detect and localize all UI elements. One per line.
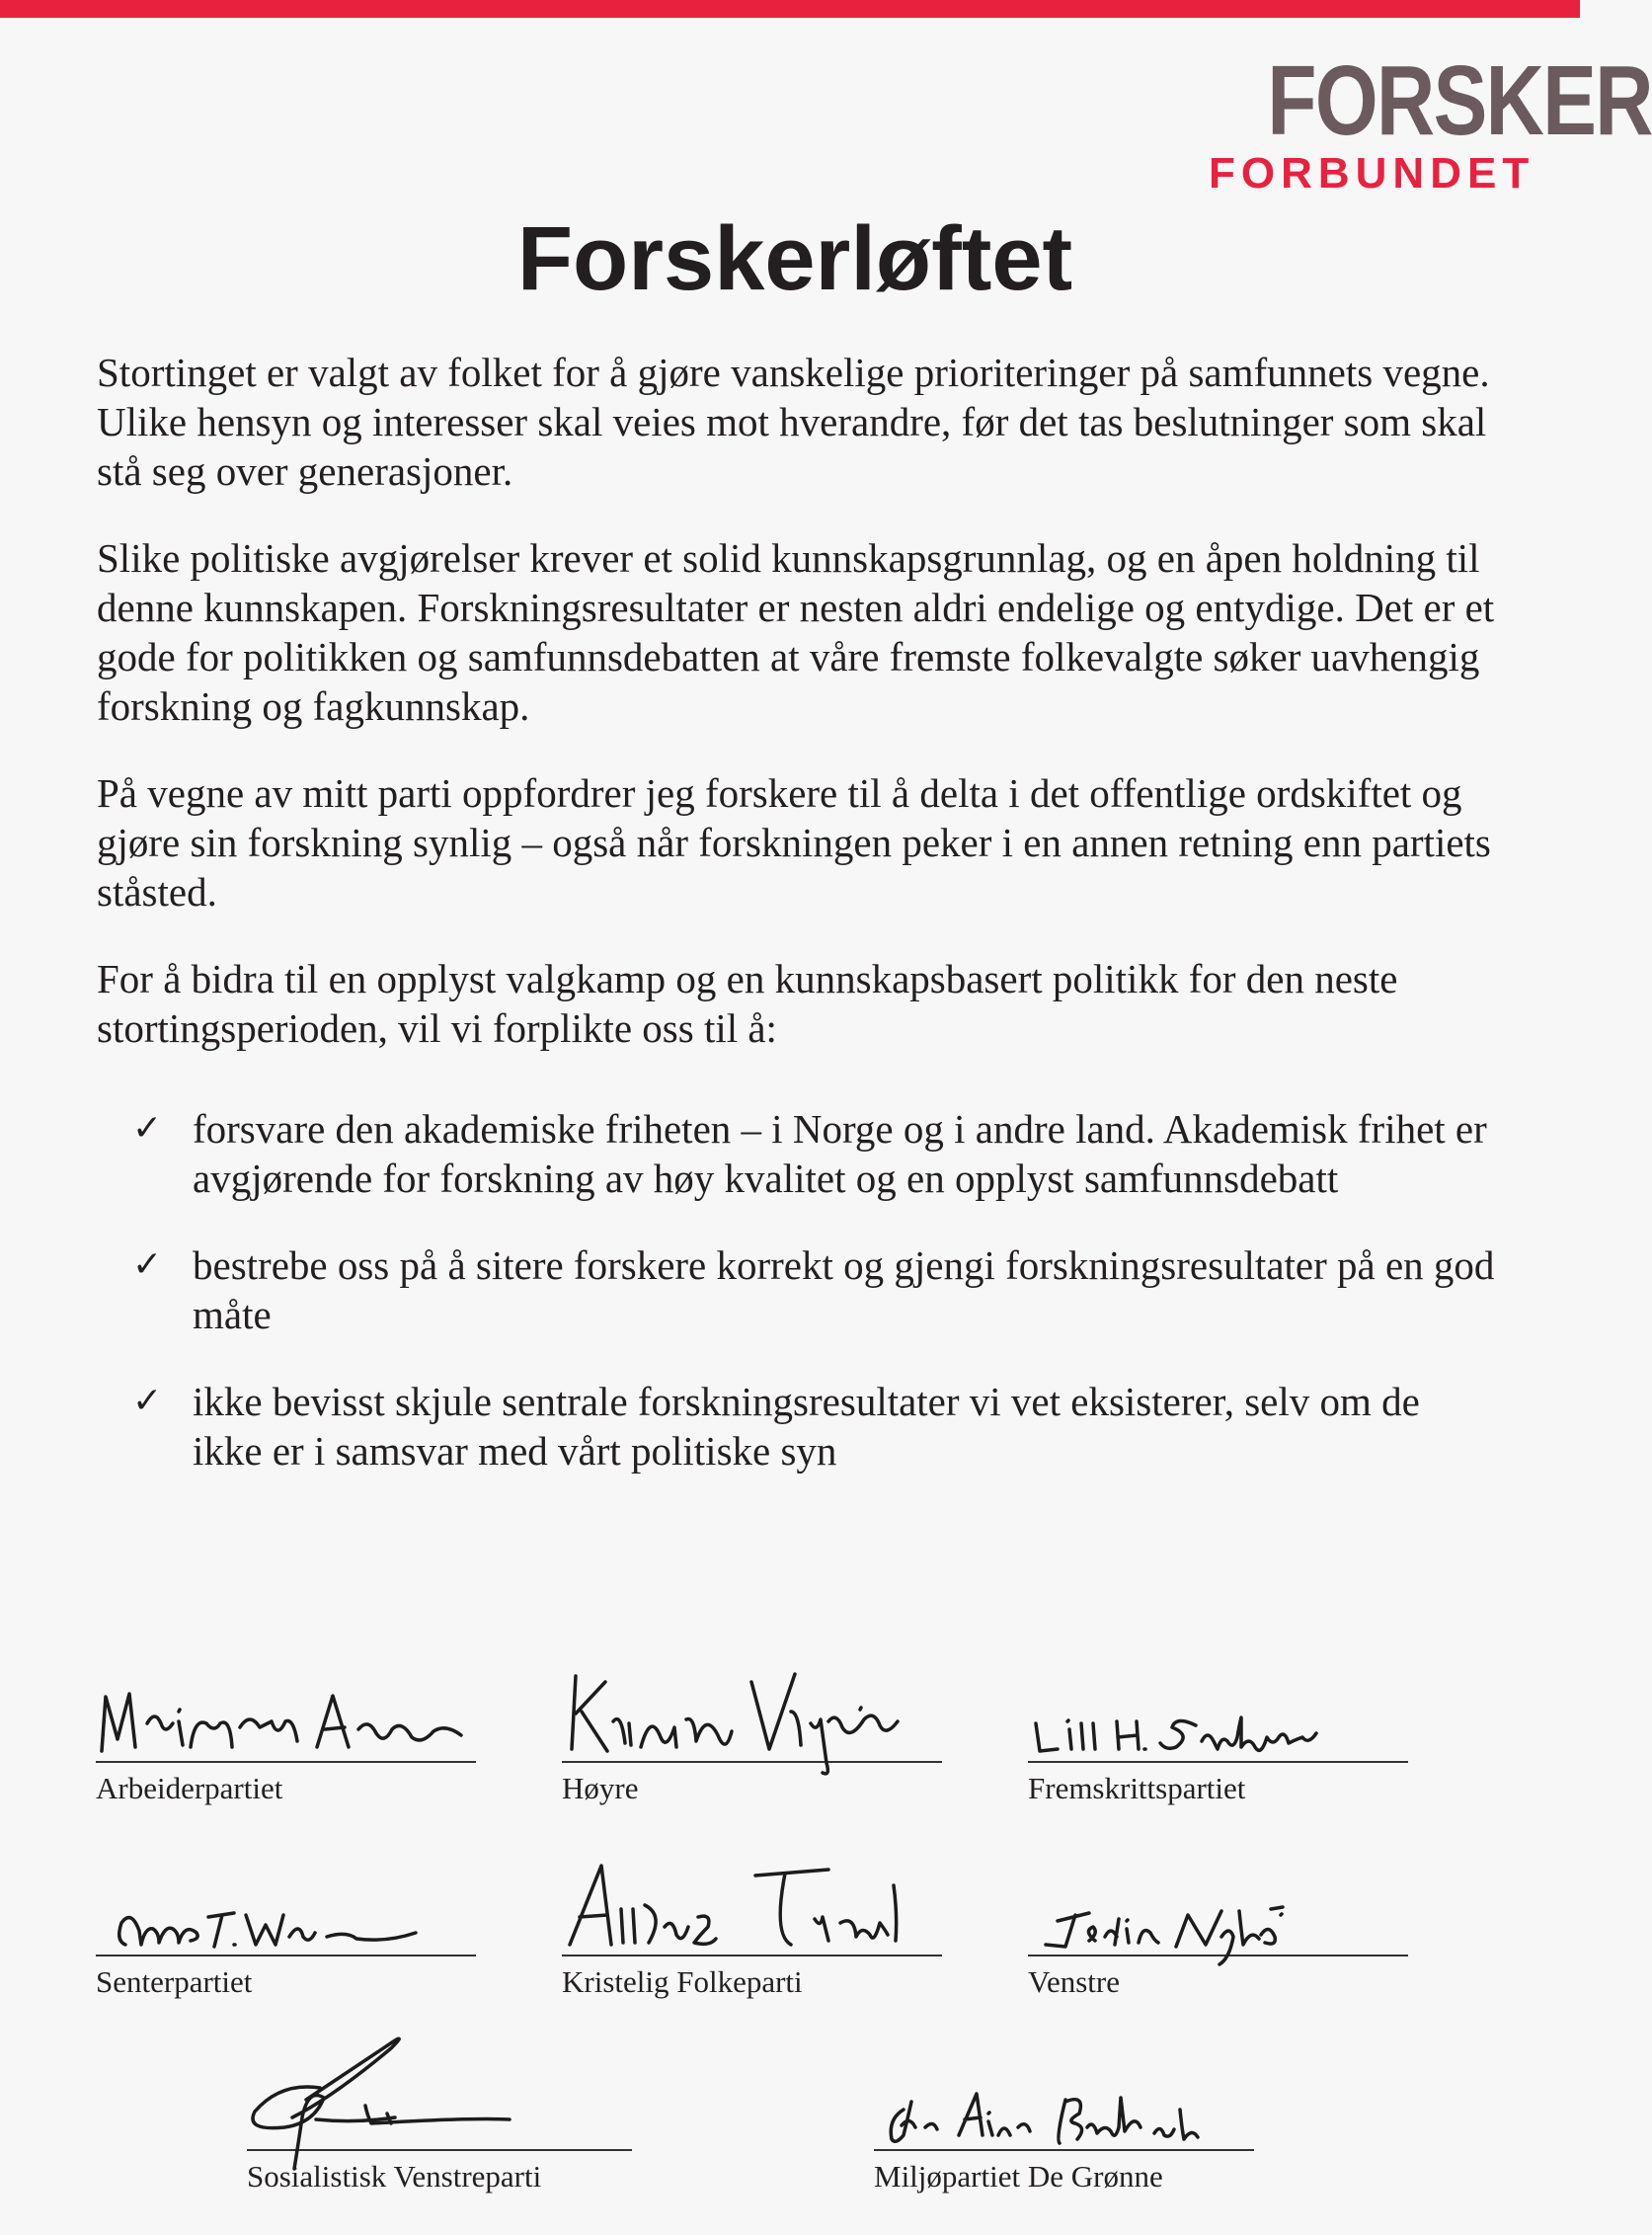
party-name: Senterpartiet	[96, 1964, 253, 1999]
signature-anne-waien	[96, 1846, 476, 1955]
signature-line	[562, 1955, 942, 1956]
party-name: Fremskrittspartiet	[1028, 1771, 1246, 1805]
paragraph-2: Slike politiske avgjørelser krever et solid kunnskapsgrunnlag, og en åpen holdning til denne kunnskapen. Forskningsresultater er nesten aldri endelige og entydige. Det er et gode for politikken og samfunnsdebatten at våre fremste folkevalgte søker uavhengig forskning og fagkunnskap.	[97, 535, 1495, 729]
party-name: Venstre	[1028, 1964, 1120, 1999]
pledge-text: forsvare den akademiske friheten – i Norge og i andre land. Akademisk frihet er avgjørende for forskning av høy kvalitet og en opplyst samfunnsdebatt	[193, 1106, 1487, 1201]
logo-line-forbundet: FORBUNDET	[1209, 149, 1535, 198]
signature-line	[1028, 1761, 1408, 1763]
signature-block-sosialistisk-venstreparti	[247, 2040, 632, 2195]
logo-line-forsker: FORSKER	[1267, 45, 1652, 156]
top-red-bar	[0, 0, 1580, 18]
signature-une-aina-bastholm	[874, 2040, 1254, 2149]
signature-block-venstre	[1028, 1846, 1408, 2000]
pledge-list	[97, 1104, 1499, 1476]
party-name: Arbeiderpartiet	[96, 1771, 283, 1805]
checkmark-icon: ✓	[132, 1108, 163, 1149]
signature-line	[247, 2149, 632, 2151]
paragraph-4: For å bidra til en opplyst valgkamp og en kunnskapsbasert politikk for den neste stortingsperioden, vil vi forplikte oss til å:	[97, 956, 1398, 1051]
pledge-item	[97, 1240, 1499, 1339]
party-name: Høyre	[562, 1771, 639, 1805]
checkmark-icon: ✓	[132, 1381, 163, 1421]
signature-sosialistisk-venstreparti	[247, 2040, 632, 2149]
paragraph-1: Stortinget er valgt av folket for å gjøre vanskelige prioriteringer på samfunnets vegne. Ulike hensyn og interesser skal veies mot hverandre, før det tas beslutninger som skal stå seg over generasjoner.	[97, 350, 1490, 494]
pledge-text: ikke bevisst skjule sentrale forskningsresultater vi vet eksisterer, selv om de ikke er i samsvar med vårt politiske syn	[193, 1379, 1420, 1474]
checkmark-icon: ✓	[132, 1244, 163, 1285]
signature-block-fremskrittspartiet	[1028, 1652, 1408, 1806]
paragraph-3: På vegne av mitt parti oppfordrer jeg forskere til å delta i det offentlige ordskiftet og gjøre sin forskning synlig – også når forskningen peker i en annen retning enn partiets ståsted.	[97, 770, 1491, 915]
signature-kristin-vinje	[562, 1652, 942, 1761]
signature-block-miljopartiet-de-gronne	[874, 2040, 1254, 2195]
signature-iselin-nybo	[1028, 1846, 1408, 1955]
signature-block-kristelig-folkeparti	[562, 1846, 942, 2000]
pledge-item	[97, 1104, 1499, 1203]
signature-marianne-aasen	[96, 1652, 476, 1761]
signature-line	[562, 1761, 942, 1763]
page-title: Forskerløftet	[516, 208, 1073, 309]
signature-line	[874, 2149, 1254, 2151]
signature-anders-tyvand	[562, 1846, 942, 1955]
party-name: Sosialistisk Venstreparti	[247, 2159, 542, 2194]
signature-lill-sandaune	[1028, 1652, 1408, 1761]
signature-line	[1028, 1955, 1408, 1956]
signature-block-senterpartiet	[96, 1846, 476, 2000]
forskerforbundet-logo	[1209, 45, 1652, 198]
signature-block-arbeiderpartiet	[96, 1652, 476, 1806]
pledge-item	[97, 1377, 1499, 1476]
pledge-text: bestrebe oss på å sitere forskere korrekt og gjengi forskningsresultater på en god måte	[193, 1242, 1495, 1337]
signature-line	[96, 1955, 476, 1956]
signature-line	[96, 1761, 476, 1763]
party-name: Miljøpartiet De Grønne	[874, 2159, 1163, 2194]
signature-block-hoyre	[562, 1652, 942, 1806]
party-name: Kristelig Folkeparti	[562, 1964, 803, 1999]
document-body	[97, 348, 1499, 1513]
